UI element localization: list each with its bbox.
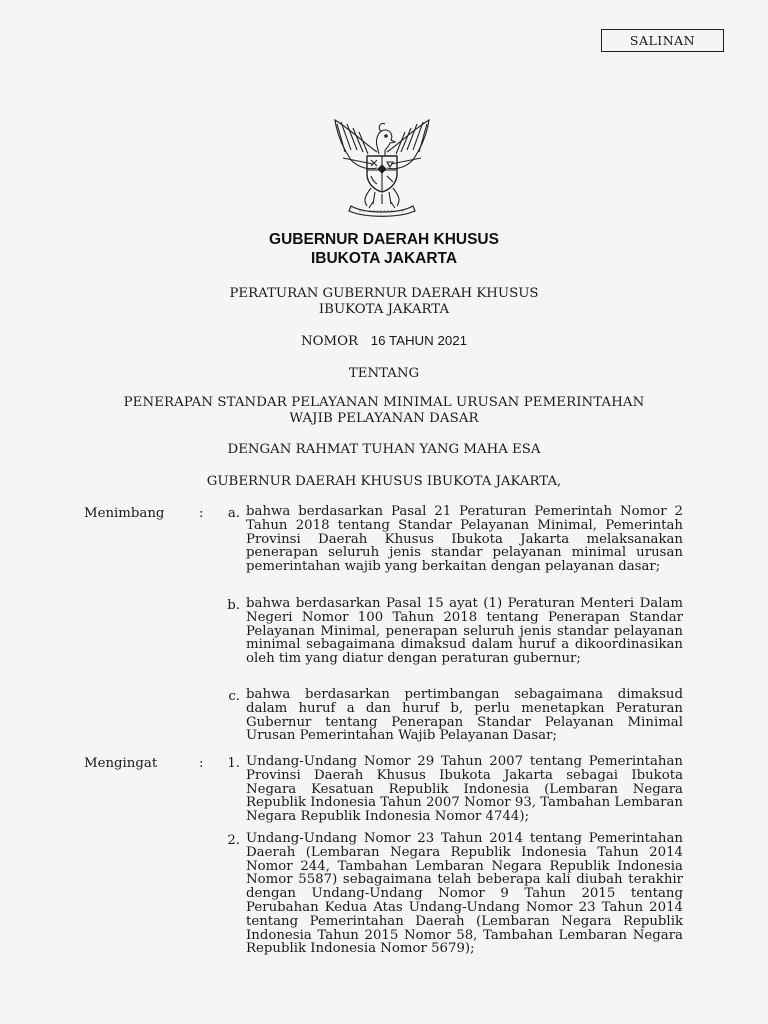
issuer-line: GUBERNUR DAERAH KHUSUS IBUKOTA JAKARTA,: [206, 474, 562, 489]
regulation-number: [0, 333, 768, 350]
menimbang-item-a-mark: a.: [227, 506, 240, 521]
regulation-type-line-2: IBUKOTA JAKARTA: [318, 302, 450, 317]
menimbang-item-c-text: bahwa berdasarkan pertimbangan sebagaimana dimaksud dalam huruf a dan huruf b, perlu menetapkan Peraturan Gubernur tentang Penerapan Standar Pelayanan Minimal Urusan Pemerintahan Wajib Pelayanan Dasar;: [246, 687, 683, 744]
menimbang-item-a-text: bahwa berdasarkan Pasal 21 Peraturan Pemerintah Nomor 2 Tahun 2018 tentang Standar Pelayanan Minimal, Pemerintah Provinsi Daerah Khusus Ibukota Jakarta melaksanakan penerapan seluruh jenis standar pelayanan minimal urusan pemerintahan wajib yang berkaitan dengan pelayanan dasar;: [246, 504, 683, 575]
number-label: NOMOR: [300, 334, 359, 349]
about-label: TENTANG: [348, 366, 420, 381]
issuer-heading-line-1: GUBERNUR DAERAH KHUSUS: [269, 231, 499, 248]
mengingat-item-1-text: Undang-Undang Nomor 29 Tahun 2007 tentang Pemerintahan Provinsi Daerah Khusus Ibukota Jakarta sebagai Ibukota Negara Kesatuan Republik Indonesia (Lembaran Negara Republik Indonesia Tahun 2007 Nomor 93, Tambahan Lembaran Negara Republik Indonesia Nomor 4744);: [246, 754, 683, 825]
salinan-stamp: SALINAN: [601, 29, 724, 52]
mengingat-item-1-mark: 1.: [227, 756, 240, 771]
mengingat-item-2-mark: 2.: [227, 833, 240, 848]
regulation-title-line-1: PENERAPAN STANDAR PELAYANAN MINIMAL URUSAN PEMERINTAHAN: [123, 395, 645, 410]
mengingat-item-2-text: Undang-Undang Nomor 23 Tahun 2014 tentang Pemerintahan Daerah (Lembaran Negara Republik Indonesia Tahun 2014 Nomor 244, Tambahan Lembaran Negara Republik Indonesia Nomor 5587) sebagaimana telah beberapa kali diubah terakhir dengan Undang-Undang Nomor 9 Tahun 2015 tentang Perubahan Kedua Atas Undang-Undang Nomor 23 Tahun 2014 tentang Pemerintahan Daerah (Lembaran Negara Republik Indonesia Tahun 2015 Nomor 58, Tambahan Lembaran Negara Republik Indonesia Nomor 5679);: [246, 831, 683, 957]
regulation-type-line-1: PERATURAN GUBERNUR DAERAH KHUSUS: [229, 286, 539, 301]
number-value: 16 TAHUN 2021: [370, 333, 468, 348]
menimbang-label: Menimbang: [84, 506, 165, 521]
blessing-line: DENGAN RAHMAT TUHAN YANG MAHA ESA: [227, 442, 541, 457]
menimbang-item-c-mark: c.: [228, 689, 240, 704]
menimbang-item-b-mark: b.: [227, 598, 240, 613]
menimbang-item-b-text: bahwa berdasarkan Pasal 15 ayat (1) Peraturan Menteri Dalam Negeri Nomor 100 Tahun 2018 tentang Penerapan Standar Pelayanan Minimal, penerapan seluruh jenis standar pelayanan minimal sebagaimana dimaksud dalam huruf a dikoordinasikan oleh tim yang diatur dengan peraturan gubernur;: [246, 596, 683, 667]
issuer-heading-line-2: IBUKOTA JAKARTA: [310, 250, 458, 267]
garuda-emblem: [321, 112, 443, 220]
regulation-title-line-2: WAJIB PELAYANAN DASAR: [289, 411, 479, 426]
mengingat-colon: :: [199, 756, 204, 771]
menimbang-colon: :: [199, 506, 204, 521]
mengingat-label: Mengingat: [84, 756, 158, 771]
